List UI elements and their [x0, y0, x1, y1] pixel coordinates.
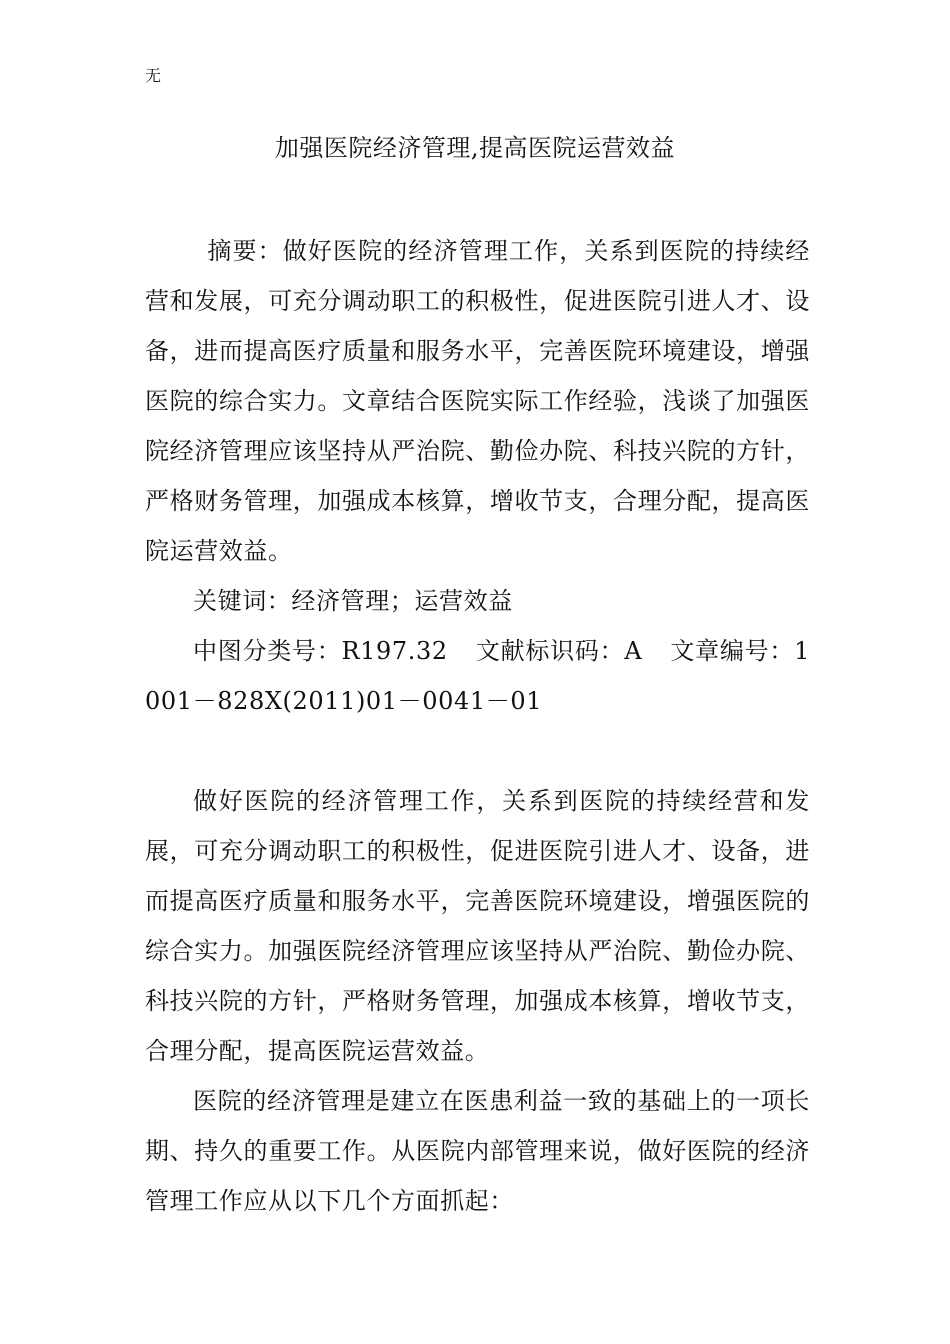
article-number: 文章编号：1001－828X(2011)01－0041－01: [145, 637, 810, 715]
body-paragraph-2: 医院的经济管理是建立在医患利益一致的基础上的一项长期、持久的重要工作。从医院内部管理来说，做好医院的经济管理工作应从以下几个方面抓起：: [145, 1087, 810, 1215]
header-mark: 无: [145, 66, 162, 85]
section-gap: [145, 726, 810, 776]
document-body: [145, 226, 810, 1226]
keywords-line: 关键词：经济管理；运营效益: [193, 587, 513, 615]
abstract-paragraph: 摘要：做好医院的经济管理工作，关系到医院的持续经营和发展，可充分调动职工的积极性，促进医院引进人才、设备，进而提高医疗质量和服务水平，完善医院环境建设，增强医院的综合实力。文章结合医院实际工作经验，浅谈了加强医院经济管理应该坚持从严治院、勤俭办院、科技兴院的方针，严格财务管理，加强成本核算，增收节支，合理分配，提高医院运营效益。: [145, 237, 810, 565]
classification-number: 中图分类号：R197.32: [193, 637, 448, 665]
document-code: 文献标识码：A: [475, 637, 643, 665]
classification-line: [145, 626, 810, 726]
document-title: 加强医院经济管理,提高医院运营效益: [274, 134, 676, 162]
body-paragraph-1: 做好医院的经济管理工作，关系到医院的持续经营和发展，可充分调动职工的积极性，促进医院引进人才、设备，进而提高医疗质量和服务水平，完善医院环境建设，增强医院的综合实力。加强医院经济管理应该坚持从严治院、勤俭办院、科技兴院的方针，严格财务管理，加强成本核算，增收节支，合理分配，提高医院运营效益。: [145, 787, 810, 1065]
